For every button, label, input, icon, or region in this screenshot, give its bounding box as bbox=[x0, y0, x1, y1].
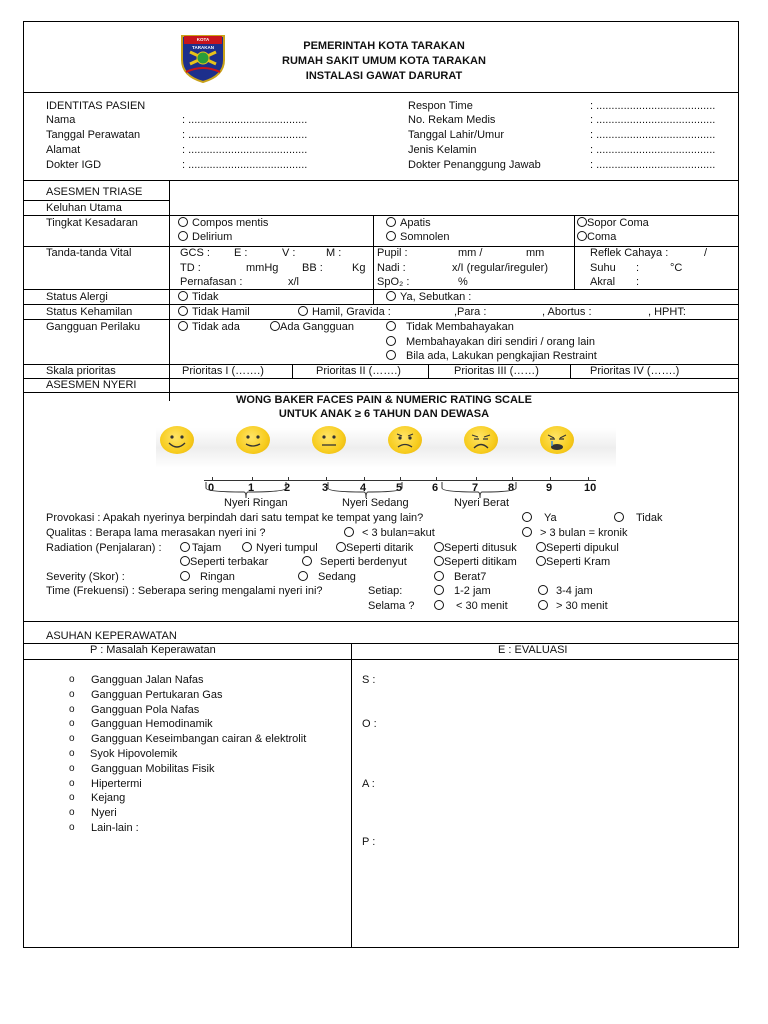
radio-icon bbox=[386, 217, 396, 227]
jenis-kelamin-field[interactable]: : ....................................... bbox=[590, 144, 716, 156]
akral-colon: : bbox=[636, 276, 640, 288]
face-hurts-more-icon bbox=[312, 426, 346, 454]
radio-icon bbox=[538, 585, 548, 595]
radio-icon bbox=[434, 600, 444, 610]
rekam-medis-field[interactable]: : ....................................... bbox=[590, 114, 716, 126]
radio-icon bbox=[536, 542, 546, 552]
radio-icon bbox=[180, 571, 190, 581]
radio-icon bbox=[242, 542, 252, 552]
kehamilan-label: Status Kehamilan bbox=[46, 306, 133, 318]
pernafasan-label: Pernafasan : bbox=[180, 276, 243, 288]
radio-icon bbox=[536, 556, 546, 566]
nadi-unit: x/I (regular/ireguler) bbox=[452, 262, 548, 274]
ditusuk-option[interactable]: Seperti ditusuk bbox=[434, 542, 517, 555]
scale-number-10: 10 bbox=[584, 482, 597, 494]
td-label: TD : bbox=[180, 262, 201, 274]
prioritas-1[interactable]: Prioritas I (…….) bbox=[182, 365, 264, 377]
radio-icon bbox=[434, 571, 444, 581]
skala-label: Skala prioritas bbox=[46, 365, 116, 377]
jam-1-2-option[interactable]: 1-2 jam bbox=[434, 585, 491, 598]
coma-option[interactable]: Coma bbox=[577, 231, 616, 244]
perilaku-ada-option[interactable]: Ada Gangguan bbox=[270, 321, 354, 334]
spo2-unit: % bbox=[458, 276, 468, 288]
v-label: V : bbox=[282, 247, 296, 259]
alergi-ya-option[interactable]: Ya, Sebutkan : bbox=[386, 291, 471, 304]
asuhan-title: ASUHAN KEPERAWATAN bbox=[46, 630, 177, 642]
dokter-igd-field[interactable]: : ....................................... bbox=[182, 159, 308, 171]
mmhg-unit: mmHg bbox=[246, 262, 279, 274]
masalah-item-5[interactable]: Syok Hipovolemik bbox=[90, 748, 178, 760]
kg-unit: Kg bbox=[352, 262, 366, 274]
pupil-unit-2: mm bbox=[526, 247, 545, 259]
nadi-label: Nadi : bbox=[377, 262, 406, 274]
vital-label: Tanda-tanda Vital bbox=[46, 247, 132, 259]
hpht-label: , HPHT: bbox=[648, 306, 686, 318]
radio-icon bbox=[614, 512, 624, 522]
scale-number-4: 4 bbox=[360, 482, 367, 494]
severity-text: Severity (Skor) : bbox=[46, 571, 125, 583]
perilaku-tidak-option[interactable]: Tidak ada bbox=[178, 321, 240, 334]
identitas-left-0: Nama bbox=[46, 114, 76, 126]
keluhan-label: Keluhan Utama bbox=[46, 202, 122, 214]
masalah-item-0[interactable]: Gangguan Jalan Nafas bbox=[91, 674, 204, 686]
face-hurts-whole-lot-icon bbox=[464, 426, 498, 454]
kronik-option[interactable]: > 3 bulan = kronik bbox=[522, 527, 627, 540]
soap-s[interactable]: S : bbox=[362, 674, 376, 686]
radio-icon bbox=[344, 527, 354, 537]
tanggal-perawatan-field[interactable]: : ....................................... bbox=[182, 129, 308, 141]
list-bullet: o bbox=[69, 748, 75, 759]
radio-icon bbox=[180, 542, 190, 552]
radio-icon bbox=[386, 291, 396, 301]
soap-p[interactable]: P : bbox=[362, 836, 376, 848]
dipukul-option[interactable]: Seperti dipukul bbox=[536, 542, 619, 555]
sedang-option[interactable]: Sedang bbox=[298, 571, 356, 584]
perilaku-label: Gangguan Perilaku bbox=[46, 321, 141, 333]
identitas-left-1: Tanggal Perawatan bbox=[46, 129, 141, 141]
identitas-right-3: Jenis Kelamin bbox=[408, 144, 477, 156]
radio-icon bbox=[178, 291, 188, 301]
provokasi-tidak-option[interactable]: Tidak bbox=[614, 512, 663, 525]
radio-icon bbox=[302, 556, 312, 566]
tidak-membahayakan-option[interactable]: Tidak Membahayakan bbox=[386, 321, 514, 334]
radio-icon bbox=[522, 512, 532, 522]
scale-number-2: 2 bbox=[284, 482, 291, 494]
para-label: ,Para : bbox=[454, 306, 487, 318]
masalah-item-2[interactable]: Gangguan Pola Nafas bbox=[91, 703, 200, 716]
soap-a[interactable]: A : bbox=[362, 778, 375, 790]
scale-number-7: 7 bbox=[472, 482, 479, 494]
identitas-title: IDENTITAS PASIEN bbox=[46, 100, 146, 112]
kesadaran-label: Tingkat Kesadaran bbox=[46, 217, 138, 229]
bb-label: BB : bbox=[302, 262, 323, 274]
list-bullet: o bbox=[69, 703, 75, 715]
setiap-label: Setiap: bbox=[368, 585, 403, 597]
nama-field[interactable]: : ....................................... bbox=[182, 114, 308, 126]
logo-text: KOTA TARAKAN bbox=[192, 37, 214, 50]
qualitas-text: Qualitas : Berapa lama merasakan nyeri ini ? bbox=[46, 527, 266, 539]
berdenyut-option[interactable]: Seperti berdenyut bbox=[302, 556, 407, 569]
sopor-coma-option[interactable]: Sopor Coma bbox=[577, 217, 649, 230]
identitas-right-4: Dokter Penanggung Jawab bbox=[408, 159, 541, 171]
dokter-pj-field[interactable]: : ....................................... bbox=[590, 159, 716, 171]
provokasi-ya-option[interactable]: Ya bbox=[522, 512, 557, 525]
masalah-item-4[interactable]: Gangguan Keseimbangan cairan & elektrolit bbox=[91, 733, 307, 746]
radio-icon bbox=[178, 231, 188, 241]
scale-number-0: 0 bbox=[208, 482, 215, 494]
identitas-right-0: Respon Time bbox=[408, 100, 473, 112]
scale-title-1: WONG BAKER FACES PAIN & NUMERIC RATING SCALE bbox=[236, 394, 532, 406]
time-text: Time (Frekuensi) : Seberapa sering mengalami nyeri ini? bbox=[46, 585, 323, 597]
hamil-option[interactable]: Hamil, Gravida : bbox=[298, 306, 391, 319]
identitas-right-1: No. Rekam Medis bbox=[408, 114, 496, 126]
kram-option[interactable]: Seperti Kram bbox=[536, 556, 610, 569]
masalah-item-6[interactable]: Gangguan Mobilitas Fisik bbox=[91, 762, 215, 775]
radio-icon bbox=[298, 571, 308, 581]
scale-title-2: UNTUK ANAK ≥ 6 TAHUN DAN DEWASA bbox=[278, 408, 490, 420]
masalah-item-9[interactable]: Nyeri bbox=[91, 807, 117, 820]
berat-option[interactable]: Berat7 bbox=[434, 571, 486, 584]
suhu-label: Suhu bbox=[590, 262, 616, 274]
pupil-unit-1: mm / bbox=[458, 247, 483, 259]
reflek-slash: / bbox=[704, 247, 708, 259]
apatis-option[interactable]: Apatis bbox=[386, 217, 431, 230]
jam-3-4-option[interactable]: 3-4 jam bbox=[538, 585, 593, 598]
radio-icon bbox=[434, 542, 444, 552]
radio-icon bbox=[178, 306, 188, 316]
list-bullet: o bbox=[69, 733, 75, 745]
scale-tick bbox=[588, 477, 589, 481]
tanggal-lahir-field[interactable]: : ....................................... bbox=[590, 129, 716, 141]
masalah-item-3[interactable]: Gangguan Hemodinamik bbox=[91, 718, 213, 731]
assessment-form bbox=[23, 21, 739, 948]
selama-label: Selama ? bbox=[368, 600, 415, 612]
list-bullet: o bbox=[69, 777, 75, 789]
face-hurts-worst-icon bbox=[540, 426, 574, 454]
spo2-label: SpO₂ : bbox=[377, 276, 410, 288]
membahayakan-option[interactable]: Membahayakan diri sendiri / orang lain bbox=[386, 336, 595, 349]
radio-icon bbox=[386, 350, 396, 360]
radio-icon bbox=[386, 336, 396, 346]
akut-option[interactable]: < 3 bulan=akut bbox=[344, 527, 435, 540]
hospital-logo bbox=[176, 30, 230, 84]
scale-number-9: 9 bbox=[546, 482, 553, 494]
ringan-option[interactable]: Ringan bbox=[180, 571, 235, 584]
list-bullet: o bbox=[69, 688, 75, 700]
akral-label: Akral bbox=[590, 276, 616, 288]
list-bullet: o bbox=[69, 822, 75, 833]
list-bullet: o bbox=[69, 762, 75, 774]
gcs-label: GCS : bbox=[180, 247, 210, 259]
terbakar-option[interactable]: Seperti terbakar bbox=[180, 556, 268, 569]
masalah-item-10[interactable]: Lain-lain : bbox=[91, 822, 139, 834]
masalah-item-8[interactable]: Kejang bbox=[91, 792, 126, 805]
nyeri-berat-label: Nyeri Berat bbox=[454, 497, 510, 509]
list-bullet: o bbox=[69, 807, 75, 819]
radio-icon bbox=[434, 556, 444, 566]
alergi-tidak-option[interactable]: Tidak bbox=[178, 291, 219, 304]
pernafasan-unit: x/l bbox=[288, 276, 299, 288]
prioritas-4[interactable]: Prioritas IV (…….) bbox=[590, 365, 680, 377]
menit-gt30-option[interactable]: > 30 menit bbox=[538, 600, 608, 613]
provokasi-text: Provokasi : Apakah nyerinya berpindah dari satu tempat ke tempat yang lain? bbox=[46, 512, 424, 524]
pupil-label: Pupil : bbox=[377, 247, 408, 259]
prioritas-3[interactable]: Prioritas III (……) bbox=[454, 365, 539, 377]
radio-icon bbox=[386, 321, 396, 331]
m-label: M : bbox=[326, 247, 342, 259]
abortus-label: , Abortus : bbox=[542, 306, 592, 318]
radio-icon bbox=[180, 556, 190, 566]
respon-time-field[interactable]: : ....................................... bbox=[590, 100, 716, 112]
delirium-option[interactable]: Delirium bbox=[178, 231, 232, 244]
ditarik-option[interactable]: Seperti ditarik bbox=[336, 542, 413, 555]
face-hurts-little-icon bbox=[236, 426, 270, 454]
suhu-colon: : bbox=[636, 262, 640, 274]
nyeri-ringan-label: Nyeri Ringan bbox=[224, 497, 288, 509]
restraint-option[interactable]: Bila ada, Lakukan pengkajian Restraint bbox=[386, 350, 597, 363]
radio-icon bbox=[522, 527, 532, 537]
scale-number-6: 6 bbox=[432, 482, 439, 494]
radio-icon bbox=[298, 306, 308, 316]
radio-icon bbox=[178, 217, 188, 227]
compos-mentis-option[interactable]: Compos mentis bbox=[178, 217, 268, 230]
identitas-right-2: Tanggal Lahir/Umur bbox=[408, 129, 504, 141]
alamat-field[interactable]: : ....................................... bbox=[182, 144, 308, 156]
e-label: E : bbox=[234, 247, 248, 259]
somnolen-option[interactable]: Somnolen bbox=[386, 231, 450, 244]
header-line-1: PEMERINTAH KOTA TARAKAN bbox=[303, 40, 465, 52]
header-line-3: INSTALASI GAWAT DARURAT bbox=[305, 70, 463, 82]
radio-icon bbox=[577, 231, 587, 241]
list-bullet: o bbox=[69, 718, 75, 730]
prioritas-2[interactable]: Prioritas II (…….) bbox=[316, 365, 401, 377]
tidak-hamil-option[interactable]: Tidak Hamil bbox=[178, 306, 250, 319]
soap-o[interactable]: O : bbox=[362, 718, 377, 730]
suhu-unit: °C bbox=[670, 262, 683, 274]
reflek-label: Reflek Cahaya : bbox=[590, 247, 669, 259]
triase-title: ASESMEN TRIASE bbox=[46, 186, 143, 198]
radio-icon bbox=[336, 542, 346, 552]
nyeri-tumpul-option[interactable]: Nyeri tumpul bbox=[242, 542, 318, 555]
radio-icon bbox=[178, 321, 188, 331]
list-bullet: o bbox=[69, 792, 75, 804]
menit-lt30-option[interactable]: < 30 menit bbox=[434, 600, 508, 613]
nyeri-sedang-label: Nyeri Sedang bbox=[342, 497, 409, 509]
col-masalah-header: P : Masalah Keperawatan bbox=[90, 644, 216, 656]
col-evaluasi-header: E : EVALUASI bbox=[498, 644, 568, 656]
nyeri-title: ASESMEN NYERI bbox=[46, 379, 137, 391]
masalah-item-7[interactable]: Hipertermi bbox=[91, 777, 142, 790]
list-bullet: o bbox=[69, 674, 75, 685]
face-hurts-even-more-icon bbox=[388, 426, 422, 454]
header-line-2: RUMAH SAKIT UMUM KOTA TARAKAN bbox=[282, 55, 486, 67]
radio-icon bbox=[386, 231, 396, 241]
scale-number-3: 3 bbox=[322, 482, 329, 494]
tajam-option[interactable]: Tajam bbox=[180, 542, 221, 555]
ditikam-option[interactable]: Seperti ditikam bbox=[434, 556, 517, 569]
alergi-label: Status Alergi bbox=[46, 291, 108, 303]
face-no-hurt-icon bbox=[160, 426, 194, 454]
masalah-item-1[interactable]: Gangguan Pertukaran Gas bbox=[91, 688, 223, 701]
radio-icon bbox=[577, 217, 587, 227]
radiation-text: Radiation (Penjalaran) : bbox=[46, 542, 162, 554]
scale-number-5: 5 bbox=[396, 482, 403, 494]
radio-icon bbox=[434, 585, 444, 595]
scale-number-1: 1 bbox=[248, 482, 255, 494]
radio-icon bbox=[270, 321, 280, 331]
scale-number-8: 8 bbox=[508, 482, 515, 494]
identitas-left-2: Alamat bbox=[46, 144, 81, 156]
identitas-left-3: Dokter IGD bbox=[46, 159, 102, 171]
radio-icon bbox=[538, 600, 548, 610]
